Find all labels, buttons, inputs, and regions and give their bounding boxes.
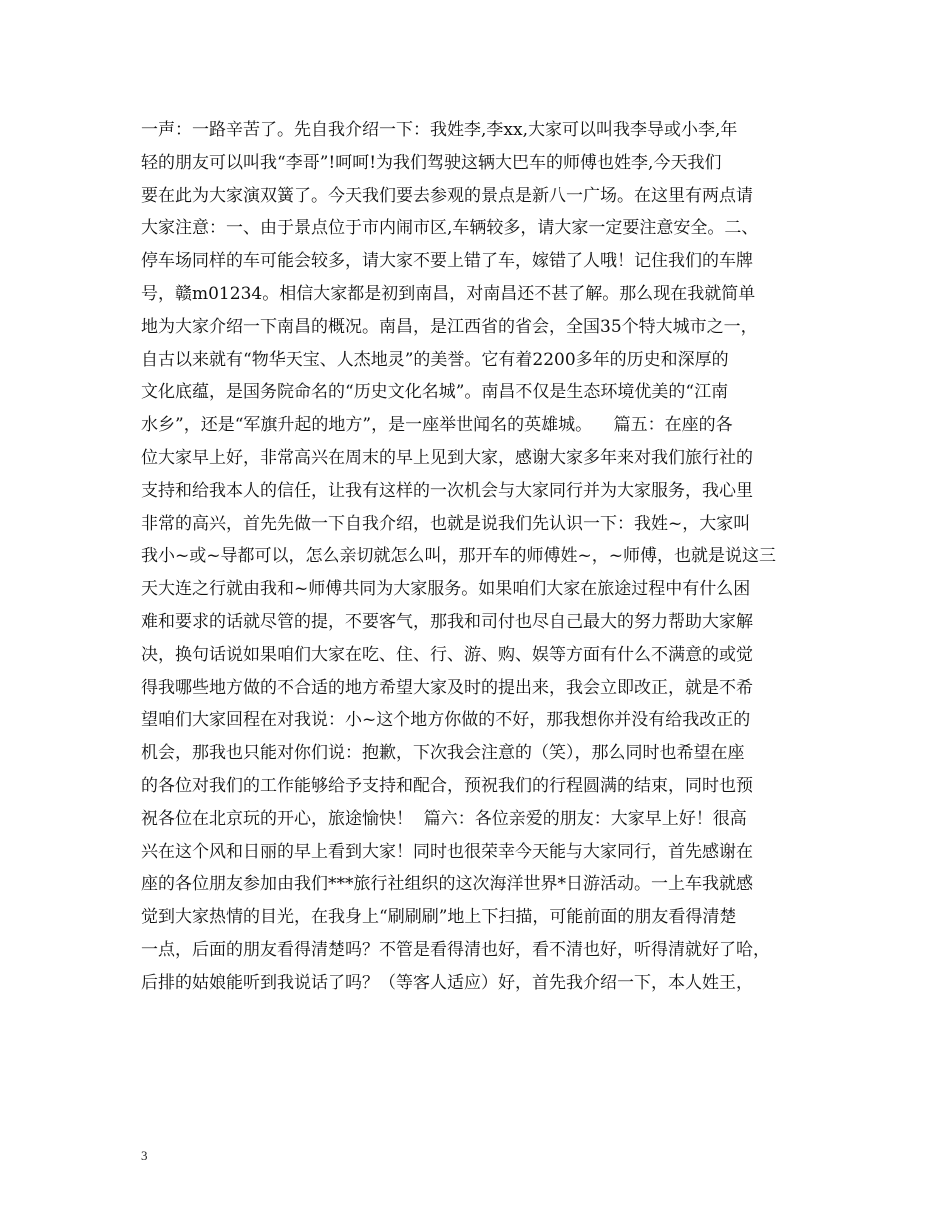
text-line: 决，换句话说如果咱们大家在吃、住、行、游、购、娱等方面有什么不满意的或觉 [141,644,753,665]
text-line: 地为大家介绍一下南昌的概况。南昌，是江西省的省会，全国35个特大城市之一， [141,316,758,337]
text-line: 望咱们大家回程在对我说：小~这个地方你做的不好，那我想你并没有给我改正的 [141,710,751,731]
text-line: 水乡”，还是“军旗升起的地方”，是一座举世闻名的英雄城。 篇五：在座的各 [141,415,733,436]
text-line: 非常的高兴，首先先做一下自我介绍，也就是说我们先认识一下：我姓~，大家叫 [141,513,751,534]
text-line: 得我哪些地方做的不合适的地方希望大家及时的提出来，我会立即改正，就是不希 [141,677,753,698]
text-line: 座的各位朋友参加由我们***旅行社组织的这次海洋世界*日游活动。一上车我就感 [141,874,753,895]
text-line: 要在此为大家演双簧了。今天我们要去参观的景点是新八一广场。在这里有两点请 [141,185,753,206]
text-line: 自古以来就有“物华天宝、人杰地灵”的美誉。它有着2200多年的历史和深厚的 [141,349,729,370]
text-line: 觉到大家热情的目光，在我身上“刷刷刷”地上下扫描，可能前面的朋友看得清楚 [141,907,737,928]
text-line: 位大家早上好，非常高兴在周末的早上见到大家，感谢大家多年来对我们旅行社的 [141,447,753,468]
page-number: 3 [141,1148,148,1163]
text-line: 大家注意：一、由于景点位于市内闹市区,车辆较多，请大家一定要注意安全。二、 [141,218,759,239]
text-line: 停车场同样的车可能会较多，请大家不要上错了车，嫁错了人哦！记住我们的车牌 [141,251,753,272]
text-line: 难和要求的话就尽管的提，不要客气，那我和司付也尽自己最大的努力帮助大家解 [141,611,753,632]
text-line: 支持和给我本人的信任，让我有这样的一次机会与大家同行并为大家服务，我心里 [141,480,753,501]
body-text [141,114,813,1000]
text-line: 机会，那我也只能对你们说：抱歉，下次我会注意的（笑），那么同时也希望在座 [141,743,745,764]
text-line: 轻的朋友可以叫我“李哥”!呵呵!为我们驾驶这辆大巴车的师傅也姓李,今天我们 [141,152,722,173]
text-line: 的各位对我们的工作能够给予支持和配合，预祝我们的行程圆满的结束，同时也预 [141,775,753,796]
text-line: 文化底蕴，是国务院命名的“历史文化名城”。南昌不仅是生态环境优美的“江南 [141,382,729,403]
text-line: 号，赣m01234。相信大家都是初到南昌，对南昌还不甚了解。那么现在我就简单 [141,283,756,304]
text-line: 后排的姑娘能听到我说话了吗？（等客人适应）好，首先我介绍一下，本人姓王， [141,972,753,993]
text-line: 兴在这个风和日丽的早上看到大家！同时也很荣幸今天能与大家同行，首先感谢在 [141,841,753,862]
text-line: 天大连之行就由我和~师傅共同为大家服务。如果咱们大家在旅途过程中有什么困 [141,579,751,600]
text-line: 一声：一路辛苦了。先自我介绍一下：我姓李,李xx,大家可以叫我李导或小李,年 [141,120,738,140]
text-line: 我小~或~导都可以，怎么亲切就怎么叫，那开车的师傅姓~，~师傅，也就是说这三 [141,546,776,567]
text-line: 一点，后面的朋友看得清楚吗？不管是看得清也好，看不清也好，听得清就好了哈， [141,939,770,960]
text-line: 祝各位在北京玩的开心，旅途愉快！ 篇六：各位亲爱的朋友：大家早上好！很高 [141,808,747,829]
